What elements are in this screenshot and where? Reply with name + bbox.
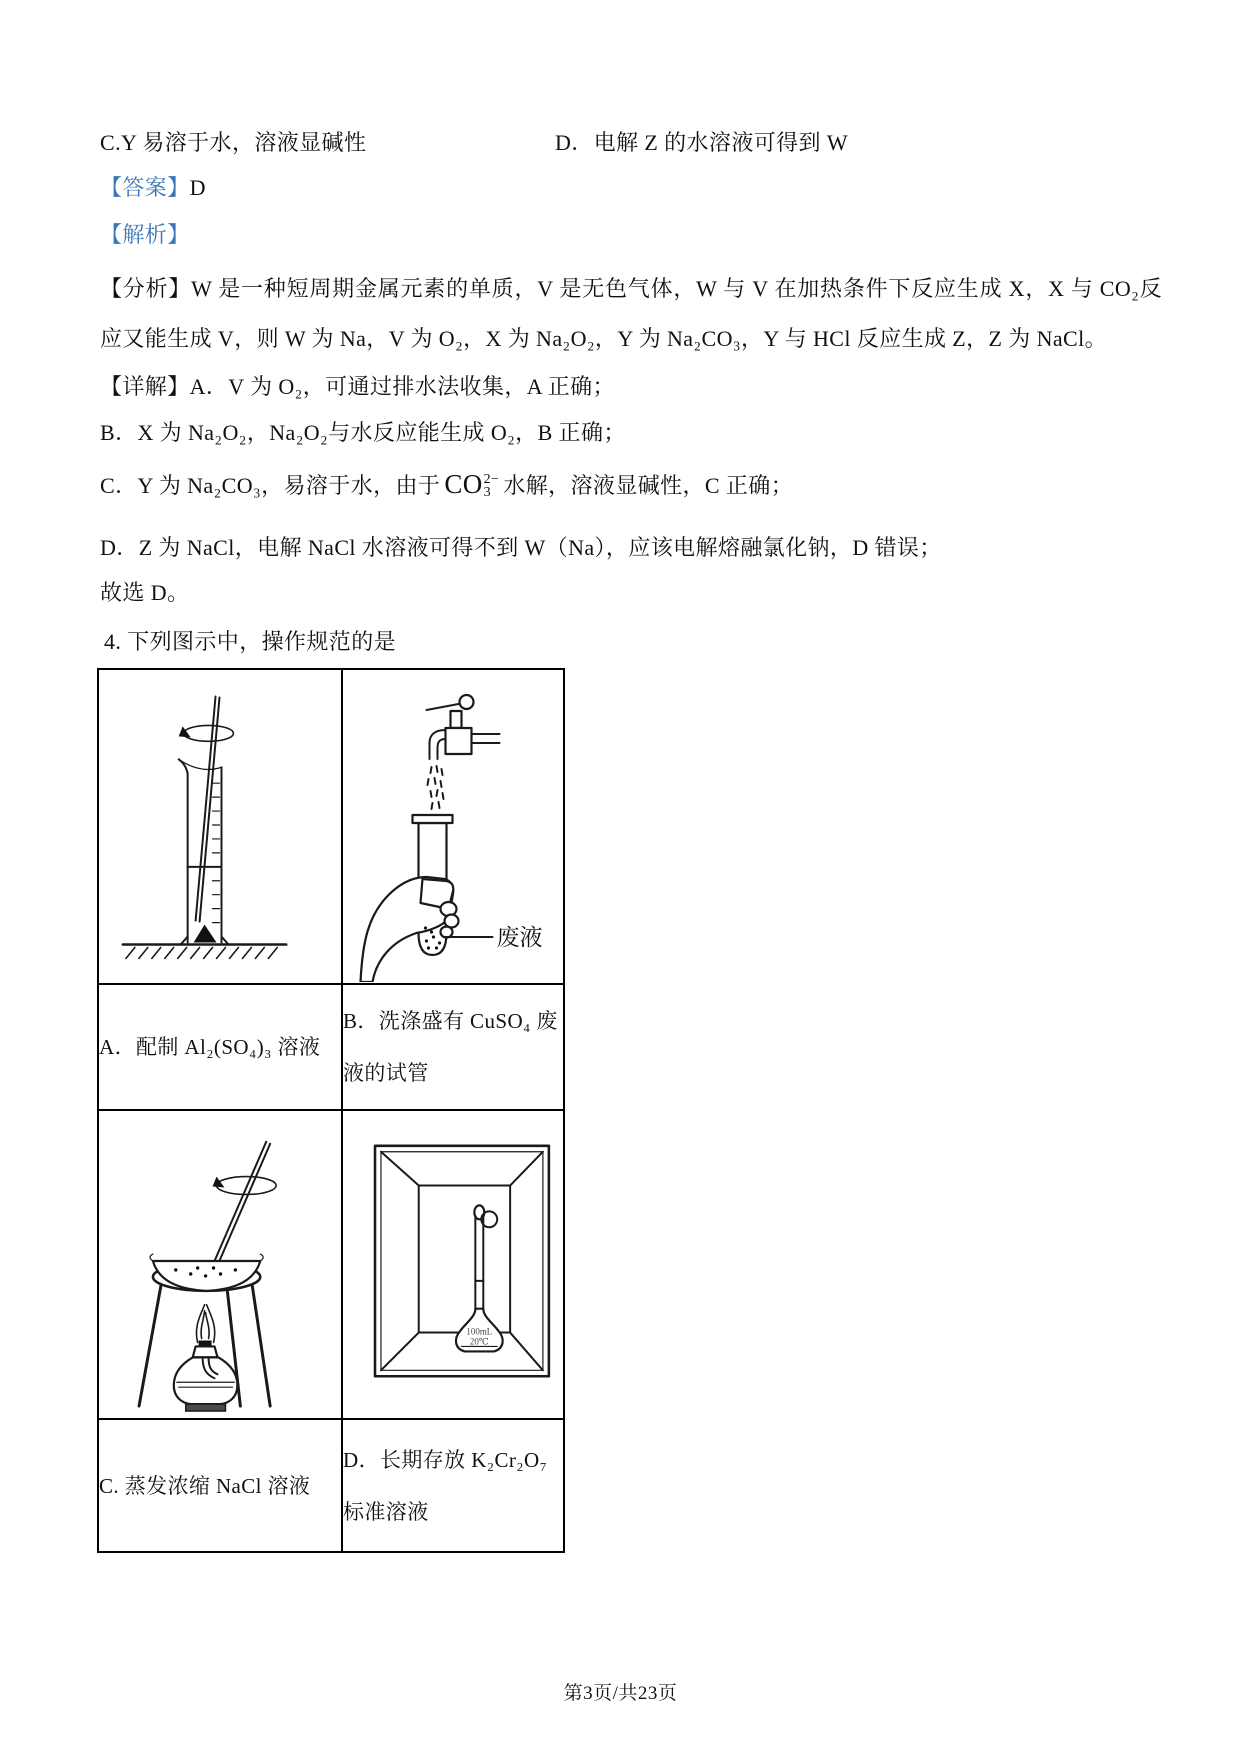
question4-stem bbox=[104, 627, 396, 657]
flask-in-cabinet-figure bbox=[345, 1112, 561, 1417]
detail-item-a bbox=[100, 372, 615, 402]
option-d-text: D．电解 Z 的水溶液可得到 W bbox=[555, 130, 848, 155]
detail-item-d bbox=[100, 533, 942, 563]
explanation-header bbox=[100, 220, 190, 250]
explanation-header-label: 【解析】 bbox=[100, 222, 190, 247]
carbonate-ion-superscript: 2− bbox=[483, 471, 500, 487]
option-d-line bbox=[555, 128, 848, 158]
option-a-text: A．配制 Al₂(SO₄)₃ 溶液 bbox=[99, 1035, 321, 1059]
question4-options-table bbox=[97, 668, 565, 1553]
detail-item-a-text: A．V 为 O₂，可通过排水法收集，A 正确； bbox=[189, 374, 615, 399]
figure-c-cell bbox=[98, 1110, 342, 1419]
tap-rinsing-test-tube-figure bbox=[345, 671, 561, 982]
analysis-text: W 是一种短周期金属元素的单质，V 是无色气体，W 与 V 在加热条件下反应生成 X，X 与 CO₂反应又能生成 V，则 W 为 Na，V 为 O₂，X 为 Na₂O₂，Y 为 Na₂CO₃，Y 与 HCl 反应生成 Z，Z 为 NaCl。 bbox=[100, 276, 1162, 351]
option-c-cell-text: C. 蒸发浓缩 NaCl 溶液 bbox=[99, 1473, 311, 1498]
answer-label: 【答案】 bbox=[100, 175, 190, 200]
detail-conclusion bbox=[100, 578, 189, 608]
analysis-label: 【分析】 bbox=[100, 276, 192, 301]
answer-value: D bbox=[189, 175, 206, 200]
option-c-line bbox=[100, 128, 366, 158]
page-footer bbox=[0, 1678, 1241, 1705]
carbonate-ion-formula bbox=[444, 471, 499, 498]
detail-item-c-prefix: C．Y 为 Na₂CO₃，易溶于水，由于 bbox=[100, 473, 441, 498]
option-b-text: B．洗涤盛有 CuSO₄ 废液的试管 bbox=[343, 1009, 558, 1085]
figure-b-cell bbox=[342, 669, 564, 984]
detail-item-c-suffix: 水解，溶液显碱性，C 正确； bbox=[503, 473, 794, 498]
detail-label: 【详解】 bbox=[100, 374, 190, 399]
option-d-cell-text: D．长期存放 K₂Cr₂O₇ 标准溶液 bbox=[343, 1447, 548, 1524]
detail-item-c bbox=[100, 471, 793, 501]
question4-stem-text: 4. 下列图示中，操作规范的是 bbox=[104, 629, 397, 654]
detail-item-b bbox=[100, 418, 626, 448]
flask-temperature-label: 20℃ bbox=[469, 1336, 489, 1347]
detail-item-b-text: B．X 为 Na₂O₂，Na₂O₂与水反应能生成 O₂，B 正确； bbox=[100, 420, 626, 445]
figure-a-cell bbox=[98, 669, 342, 984]
flask-volume-label: 100mL bbox=[466, 1326, 493, 1337]
option-d-cell bbox=[342, 1419, 564, 1552]
detail-conclusion-text: 故选 D。 bbox=[100, 580, 190, 605]
option-c-cell bbox=[98, 1419, 342, 1552]
option-c-text: C.Y 易溶于水，溶液显碱性 bbox=[100, 130, 367, 155]
waste-liquid-label: 废液 bbox=[496, 925, 543, 950]
figure-d-cell bbox=[342, 1110, 564, 1419]
answer-line bbox=[100, 173, 206, 203]
measuring-cylinder-figure bbox=[101, 671, 339, 982]
option-b-cell bbox=[342, 984, 564, 1110]
carbonate-ion-subscript: 3 bbox=[483, 484, 492, 500]
evaporation-setup-figure bbox=[101, 1112, 339, 1417]
page-indicator: 第3页/共23页 bbox=[563, 1683, 678, 1704]
detail-item-d-text: D．Z 为 NaCl，电解 NaCl 水溶液可得不到 W（Na），应该电解熔融氯化钠，D 错误； bbox=[100, 535, 942, 560]
carbonate-ion-base: CO bbox=[444, 469, 483, 499]
option-a-cell bbox=[98, 984, 342, 1110]
analysis-paragraph bbox=[100, 264, 1162, 364]
